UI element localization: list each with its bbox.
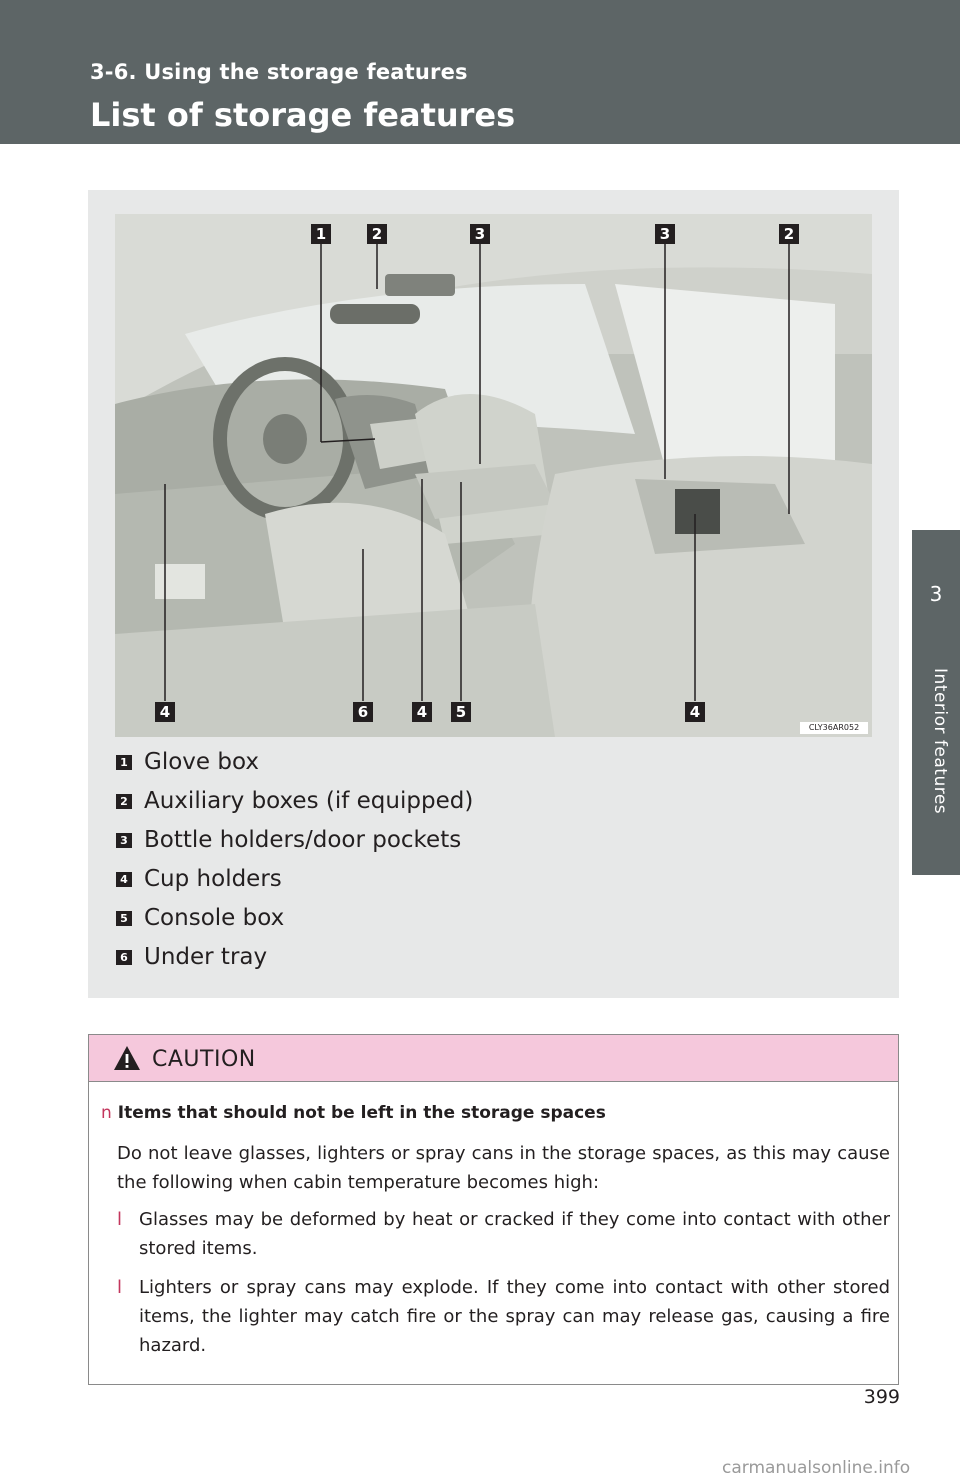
watermark: carmanualsonline.info	[722, 1458, 911, 1478]
callout-1-glove-box: 1	[311, 224, 331, 244]
caution-title: CAUTION	[152, 1047, 256, 1072]
legend-number: 3	[116, 833, 132, 848]
caution-box	[88, 1034, 899, 1385]
caution-header	[89, 1035, 898, 1082]
bullet-marker: l	[117, 1209, 123, 1230]
pedal	[155, 564, 205, 599]
car-interior-illustration	[115, 214, 872, 737]
callout-6-under-tray: 6	[353, 702, 373, 722]
overhead-console	[385, 274, 455, 296]
n-marker: n	[101, 1103, 112, 1123]
chapter-number: 3	[929, 582, 943, 606]
callout-3-bottle-holder: 3	[470, 224, 490, 244]
page-number: 399	[863, 1386, 900, 1408]
legend-number: 1	[116, 755, 132, 770]
section-label: 3-6. Using the storage features	[90, 60, 468, 84]
bullet-text: Glasses may be deformed by heat or cracked if they come into contact with other stored items.	[139, 1209, 890, 1259]
caution-subheading	[101, 1103, 881, 1123]
callout-2-auxiliary-box: 2	[367, 224, 387, 244]
caution-body: Do not leave glasses, lighters or spray cans in the storage spaces, as this may cause the following when cabin temperature becomes high:	[117, 1143, 890, 1193]
caution-subheading-text: Items that should not be left in the storage spaces	[117, 1103, 606, 1123]
car-interior-drawing	[115, 214, 872, 737]
legend-item	[116, 862, 282, 896]
legend-number: 5	[116, 911, 132, 926]
bullet-marker: l	[117, 1277, 123, 1298]
callout-2-auxiliary-box-rear: 2	[779, 224, 799, 244]
callout-3-bottle-holder-rear: 3	[655, 224, 675, 244]
bullet-text: Lighters or spray cans may explode. If they come into contact with other stored items, the lighter may catch fire or the spray can may release gas, causing a fire hazard.	[139, 1277, 890, 1356]
callout-4-cup-holder-left: 4	[155, 702, 175, 722]
caution-bullet	[117, 1205, 890, 1263]
rearview-mirror	[330, 304, 420, 324]
legend-item	[116, 823, 461, 857]
legend-label: Bottle holders/door pockets	[144, 827, 462, 853]
page-title: List of storage features	[90, 96, 516, 134]
legend-label: Auxiliary boxes (if equipped)	[144, 788, 474, 814]
legend-label: Console box	[144, 905, 285, 931]
legend-item	[116, 784, 473, 818]
legend-number: 6	[116, 950, 132, 965]
diagram-code: CLY36AR052	[800, 722, 868, 734]
legend-item	[116, 745, 259, 779]
legend-label: Under tray	[144, 944, 268, 970]
legend-number: 4	[116, 872, 132, 887]
caution-bullet	[117, 1273, 890, 1360]
legend-label: Glove box	[144, 749, 259, 775]
legend-item	[116, 940, 267, 974]
rear-cup-holder	[675, 489, 720, 534]
callout-5-console-box: 5	[451, 702, 471, 722]
chapter-name: Interior features	[930, 668, 950, 815]
callout-4-cup-holder-rear: 4	[685, 702, 705, 722]
legend-number: 2	[116, 794, 132, 809]
callout-4-cup-holder-center: 4	[412, 702, 432, 722]
legend-item	[116, 901, 284, 935]
legend-label: Cup holders	[144, 866, 282, 892]
page-header	[0, 0, 960, 144]
warning-triangle-icon	[113, 1045, 141, 1071]
steering-hub	[263, 414, 307, 464]
